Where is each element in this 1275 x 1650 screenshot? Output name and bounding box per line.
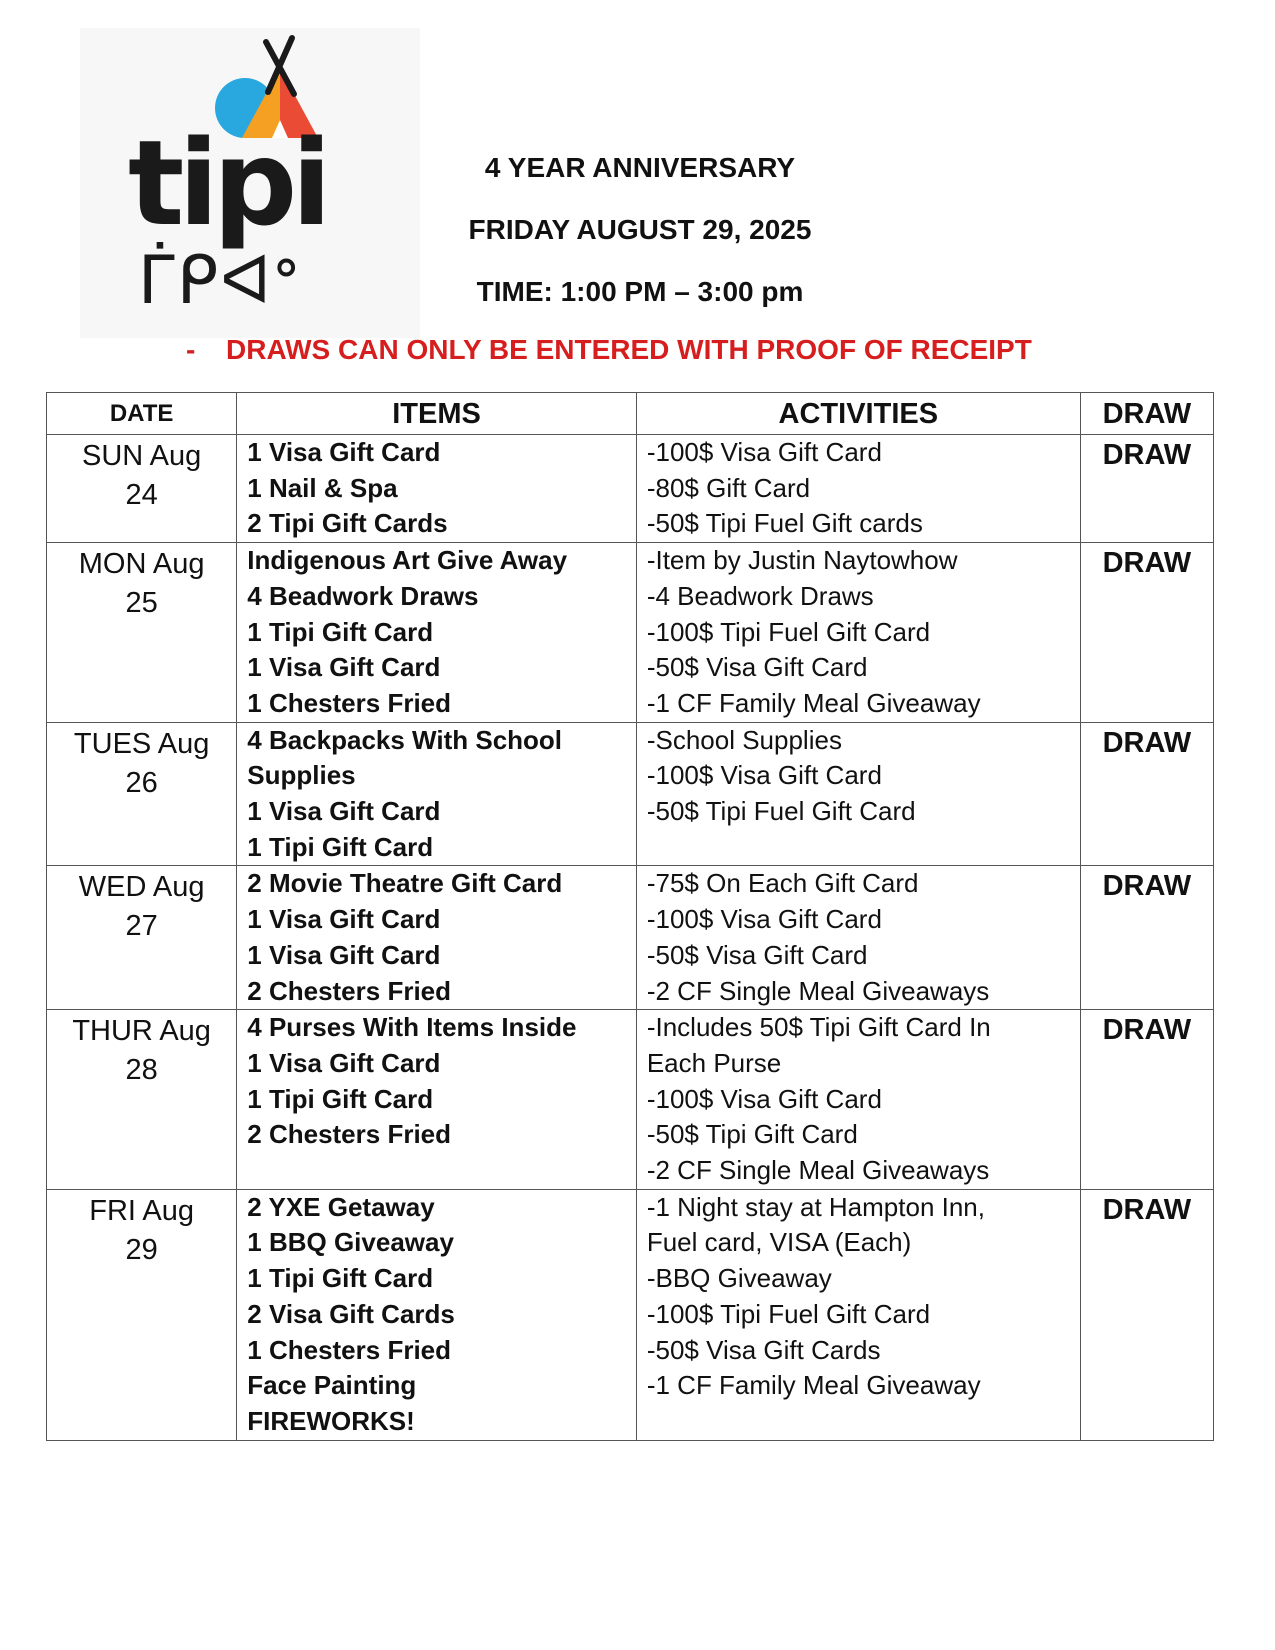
table-row: [47, 1010, 1214, 1190]
activity-line: -50$ Tipi Fuel Gift Card: [646, 796, 916, 827]
schedule-body: [47, 435, 1214, 1441]
item-line: 2 Movie Theatre Gift Card: [247, 868, 563, 899]
date-day: SUN Aug: [81, 440, 202, 472]
column-header-activities: ACTIVITIES: [636, 393, 1080, 435]
activity-line: -2 CF Single Meal Giveaways: [646, 1155, 990, 1186]
activity-line: -School Supplies: [646, 724, 842, 755]
draw-cell: DRAW: [1080, 543, 1213, 723]
item-line: 1 Visa Gift Card: [247, 939, 441, 970]
draw-cell: DRAW: [1080, 1189, 1213, 1440]
date-cell: [47, 722, 237, 866]
date-number: 26: [125, 766, 158, 799]
activity-line: -75$ On Each Gift Card: [646, 868, 919, 899]
activity-line: -50$ Visa Gift Card: [646, 939, 868, 970]
item-line: 2 YXE Getaway: [247, 1191, 435, 1222]
activity-line: -50$ Tipi Gift Card: [646, 1119, 858, 1150]
item-line: Indigenous Art Give Away: [247, 545, 568, 576]
item-line: 1 Tipi Gift Card: [247, 1083, 434, 1114]
table-row: [47, 1189, 1214, 1440]
item-line: 4 Backpacks With School: [247, 724, 563, 755]
draw-cell: DRAW: [1080, 866, 1213, 1010]
table-row: [47, 722, 1214, 866]
item-line: 4 Purses With Items Inside: [247, 1012, 577, 1043]
draw-cell: DRAW: [1080, 435, 1213, 543]
activity-line: -100$ Visa Gift Card: [646, 1083, 882, 1114]
date-day: THUR Aug: [72, 1015, 211, 1048]
activity-line: -100$ Tipi Fuel Gift Card: [646, 1298, 931, 1329]
activity-line: -1 Night stay at Hampton Inn,: [646, 1191, 985, 1222]
activities-cell: [636, 543, 1080, 723]
item-line: 1 Chesters Fried: [247, 1334, 452, 1365]
date-day: FRI Aug: [89, 1194, 195, 1227]
activities-cell: [636, 1010, 1080, 1190]
item-line: 4 Beadwork Draws: [247, 580, 479, 611]
item-line: 1 Tipi Gift Card: [247, 1263, 434, 1294]
items-cell: [237, 1010, 637, 1190]
logo-syllabics: ᒦᑭᐊᐤ: [138, 242, 301, 319]
activity-line: -100$ Visa Gift Card: [646, 760, 882, 791]
item-line: 1 Tipi Gift Card: [247, 616, 434, 647]
activities-cell: [636, 722, 1080, 866]
activity-line: Fuel card, VISA (Each): [646, 1227, 912, 1258]
activity-line: -100$ Tipi Fuel Gift Card: [646, 616, 931, 647]
activity-line: -50$ Tipi Fuel Gift cards: [646, 508, 923, 539]
item-line: 1 Visa Gift Card: [247, 652, 441, 683]
activity-line: -BBQ Giveaway: [646, 1263, 832, 1294]
notice-text: DRAWS CAN ONLY BE ENTERED WITH PROOF OF RECEIPT: [226, 334, 1032, 365]
date-number: 28: [125, 1054, 158, 1087]
activity-line: -100$ Visa Gift Card: [646, 904, 882, 935]
date-day: MON Aug: [78, 548, 205, 581]
items-cell: [237, 1189, 637, 1440]
draw-cell: DRAW: [1080, 1010, 1213, 1190]
item-line: 2 Chesters Fried: [247, 975, 452, 1006]
date-day: TUES Aug: [73, 727, 210, 760]
event-title: 4 YEAR ANNIVERSARY: [484, 152, 796, 183]
date-cell: [47, 1010, 237, 1190]
date-cell: [47, 1189, 237, 1440]
table-row: [47, 543, 1214, 723]
date-cell: [47, 543, 237, 723]
schedule-table: [46, 392, 1214, 1441]
items-cell: [237, 722, 637, 866]
items-cell: [237, 435, 637, 543]
item-line: 1 BBQ Giveaway: [247, 1227, 454, 1258]
date-number: 29: [125, 1233, 158, 1266]
item-line: Supplies: [247, 760, 356, 791]
date-number: 24: [125, 479, 158, 511]
item-line: Face Painting: [247, 1370, 417, 1401]
activities-cell: [636, 435, 1080, 543]
activity-line: Each Purse: [646, 1047, 782, 1078]
item-line: 1 Visa Gift Card: [247, 1047, 441, 1078]
activity-line: -50$ Visa Gift Cards: [646, 1334, 881, 1365]
item-line: 1 Tipi Gift Card: [247, 831, 434, 862]
column-header-draw: DRAW: [1080, 393, 1213, 435]
item-line: 2 Tipi Gift Cards: [247, 508, 448, 539]
activity-line: -Item by Justin Naytowhow: [646, 545, 958, 576]
date-number: 25: [125, 587, 158, 620]
date-cell: [47, 866, 237, 1010]
column-header-date: DATE: [47, 393, 237, 435]
tipi-logo: [80, 28, 420, 338]
activity-line: -50$ Visa Gift Card: [646, 652, 868, 683]
event-time: TIME: 1:00 PM – 3:00 pm: [476, 276, 804, 307]
activities-cell: [636, 866, 1080, 1010]
items-cell: [237, 866, 637, 1010]
activities-cell: [636, 1189, 1080, 1440]
activity-line: -1 CF Family Meal Giveaway: [646, 687, 981, 718]
activity-line: -2 CF Single Meal Giveaways: [646, 975, 990, 1006]
logo-word: tipi: [128, 114, 326, 252]
date-number: 27: [125, 910, 158, 943]
activity-line: -80$ Gift Card: [646, 472, 811, 503]
table-row: [47, 435, 1214, 543]
item-line: 1 Visa Gift Card: [247, 904, 441, 935]
activity-line: -Includes 50$ Tipi Gift Card In: [646, 1012, 991, 1043]
table-header-row: [47, 393, 1214, 435]
item-line: 1 Chesters Fried: [247, 687, 452, 718]
item-line: 1 Visa Gift Card: [247, 796, 441, 827]
notice-bullet: -: [186, 334, 196, 365]
event-date: FRIDAY AUGUST 29, 2025: [468, 214, 812, 245]
item-line: 1 Nail & Spa: [247, 472, 398, 503]
items-cell: [237, 543, 637, 723]
date-day: WED Aug: [78, 871, 205, 904]
activity-line: -1 CF Family Meal Giveaway: [646, 1370, 981, 1401]
item-line: FIREWORKS!: [247, 1405, 415, 1436]
item-line: 1 Visa Gift Card: [247, 437, 441, 467]
activity-line: -4 Beadwork Draws: [646, 580, 874, 611]
draw-cell: DRAW: [1080, 722, 1213, 866]
date-cell: [47, 435, 237, 543]
item-line: 2 Visa Gift Cards: [247, 1298, 455, 1329]
receipt-notice: [186, 334, 1032, 366]
item-line: 2 Chesters Fried: [247, 1119, 452, 1150]
column-header-items: ITEMS: [237, 393, 637, 435]
table-row: [47, 866, 1214, 1010]
activity-line: -100$ Visa Gift Card: [646, 437, 882, 467]
